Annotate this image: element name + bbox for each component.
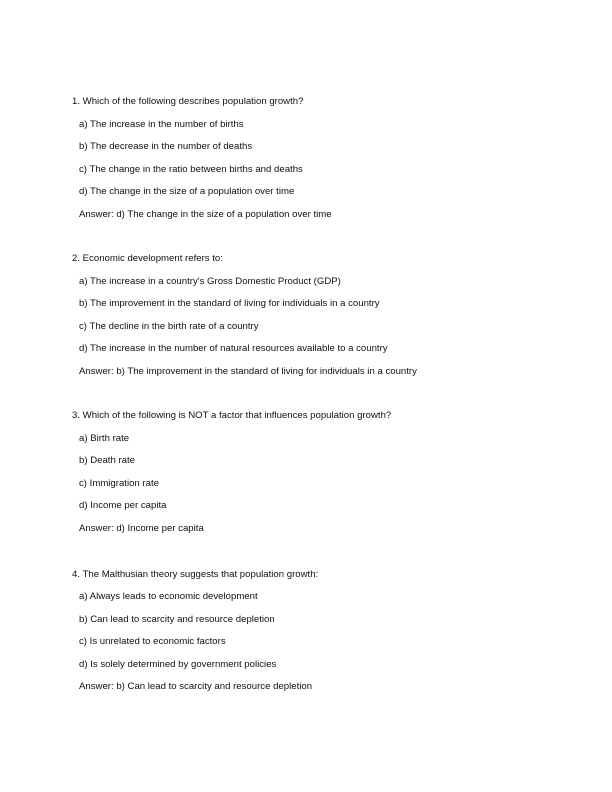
- question-title: 3. Which of the following is NOT a factor that influences population growth?: [72, 410, 392, 421]
- option-b: b) The improvement in the standard of living for individuals in a country: [79, 298, 380, 309]
- question-title: 2. Economic development refers to:: [72, 253, 223, 264]
- option-a: a) Always leads to economic development: [79, 591, 258, 602]
- option-d: d) The increase in the number of natural resources available to a country: [79, 343, 388, 354]
- option-c: c) Is unrelated to economic factors: [79, 636, 226, 647]
- answer-line: Answer: b) Can lead to scarcity and resource depletion: [79, 681, 313, 692]
- question-title: 4. The Malthusian theory suggests that population growth:: [72, 569, 319, 580]
- option-d: d) Is solely determined by government policies: [79, 659, 277, 670]
- option-a: a) Birth rate: [79, 433, 130, 444]
- option-d: d) The change in the size of a population over time: [79, 186, 295, 197]
- option-c: c) Immigration rate: [79, 478, 159, 489]
- answer-line: Answer: b) The improvement in the standard of living for individuals in a country: [79, 366, 417, 377]
- answer-line: Answer: d) The change in the size of a population over time: [79, 209, 332, 220]
- option-b: b) Death rate: [79, 455, 135, 466]
- option-b: b) The decrease in the number of deaths: [79, 141, 253, 152]
- question-title: 1. Which of the following describes population growth?: [72, 96, 304, 107]
- option-b: b) Can lead to scarcity and resource depletion: [79, 614, 275, 625]
- option-d: d) Income per capita: [79, 500, 167, 511]
- option-a: a) The increase in a country's Gross Domestic Product (GDP): [79, 276, 341, 287]
- option-c: c) The change in the ratio between births and deaths: [79, 164, 303, 175]
- answer-line: Answer: d) Income per capita: [79, 523, 204, 534]
- option-c: c) The decline in the birth rate of a country: [79, 321, 259, 332]
- option-a: a) The increase in the number of births: [79, 119, 244, 130]
